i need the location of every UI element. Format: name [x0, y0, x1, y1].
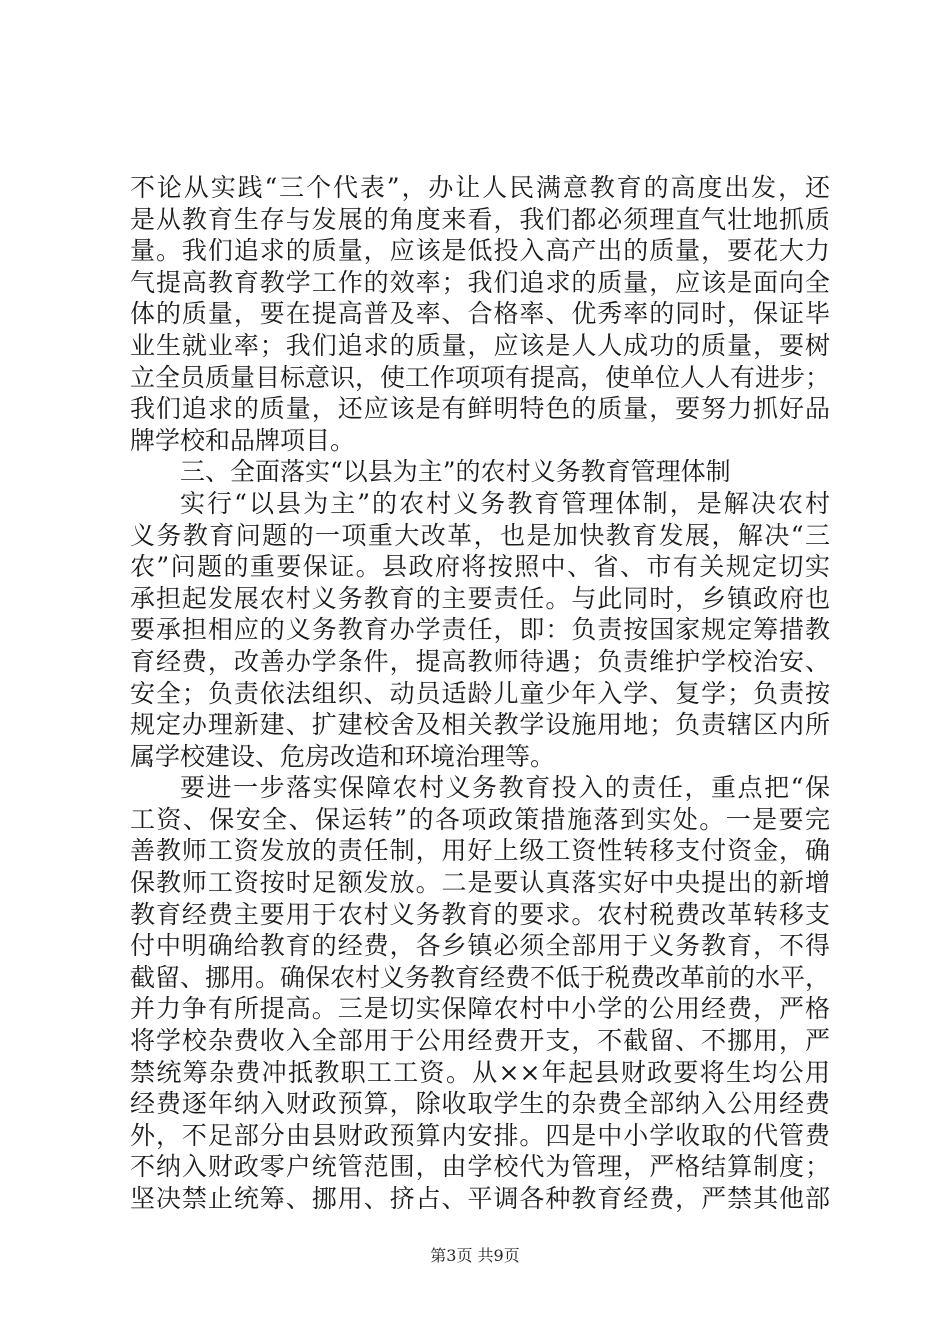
text-line: 经费逐年纳入财政预算，除收取学生的杂费全部纳入公用经费 — [130, 1089, 830, 1119]
text-line: 义务教育问题的一项重大改革，也是加快教育发展，解决“三 — [130, 520, 830, 550]
text-line: 外，不足部分由县财政预算内安排。四是中小学收取的代管费 — [130, 1120, 830, 1150]
text-line: 体的质量，要在提高普及率、合格率、优秀率的同时，保证毕 — [130, 299, 830, 329]
text-line: 业生就业率；我们追求的质量，应该是人人成功的质量，要树 — [130, 330, 830, 360]
text-line: 截留、挪用。确保农村义务教育经费不低于税费改革前的水平， — [130, 962, 831, 992]
text-line: 将学校杂费收入全部用于公用经费开支，不截留、不挪用，严 — [130, 1026, 830, 1056]
text-line: 是从教育生存与发展的角度来看，我们都必须理直气壮地抓质 — [130, 204, 830, 234]
text-line: 教育经费主要用于农村义务教育的要求。农村税费改革转移支 — [130, 899, 830, 929]
text-line: 量。我们追求的质量，应该是低投入高产出的质量，要花大力 — [130, 236, 830, 266]
text-line: 并力争有所提高。三是切实保障农村中小学的公用经费，严格 — [130, 994, 830, 1024]
text-line: 实行“以县为主”的农村义务教育管理体制，是解决农村 — [180, 488, 830, 518]
text-line: 付中明确给教育的经费，各乡镇必须全部用于义务教育，不得 — [130, 931, 830, 961]
text-line: 工资、保安全、保运转”的各项政策措施落到实处。一是要完 — [130, 804, 830, 834]
text-line: 属学校建设、危房改造和环境治理等。 — [130, 741, 556, 771]
text-line: 三、全面落实“以县为主”的农村义务教育管理体制 — [180, 457, 731, 487]
text-line: 承担起发展农村义务教育的主要责任。与此同时，乡镇政府也 — [130, 583, 830, 613]
text-line: 规定办理新建、扩建校舍及相关教学设施用地；负责辖区内所 — [130, 710, 830, 740]
text-line: 安全；负责依法组织、动员适龄儿童少年入学、复学；负责按 — [130, 678, 830, 708]
text-line: 要进一步落实保障农村义务教育投入的责任，重点把“保 — [180, 773, 830, 803]
text-line: 不论从实践“三个代表”，办让人民满意教育的高度出发，还 — [130, 173, 830, 202]
text-line: 我们追求的质量，还应该是有鲜明特色的质量，要努力抓好品 — [130, 394, 830, 424]
text-line: 气提高教育教学工作的效率；我们追求的质量，应该是面向全 — [130, 267, 830, 297]
text-line: 保教师工资按时足额发放。二是要认真落实好中央提出的新增 — [130, 868, 830, 898]
text-line: 立全员质量目标意识，使工作项项有提高，使单位人人有进步； — [130, 362, 831, 392]
text-line: 禁统筹杂费冲抵教职工工资。从××年起县财政要将生均公用 — [130, 1057, 830, 1087]
text-line: 善教师工资发放的责任制，用好上级工资性转移支付资金，确 — [130, 836, 830, 866]
text-line: 牌学校和品牌项目。 — [130, 425, 356, 455]
text-line: 农”问题的重要保证。县政府将按照中、省、市有关规定切实 — [130, 552, 830, 582]
text-line: 不纳入财政零户统管范围，由学校代为管理，严格结算制度； — [130, 1152, 830, 1182]
text-line: 要承担相应的义务教育办学责任，即：负责按国家规定筹措教 — [130, 615, 830, 645]
text-line: 育经费，改善办学条件，提高教师待遇；负责维护学校治安、 — [130, 646, 830, 676]
body-text — [130, 172, 830, 1215]
text-line: 坚决禁止统筹、挪用、挤占、平调各种教育经费，严禁其他部 — [130, 1184, 830, 1213]
page-footer: 第3页 共9页 — [430, 1246, 520, 1265]
